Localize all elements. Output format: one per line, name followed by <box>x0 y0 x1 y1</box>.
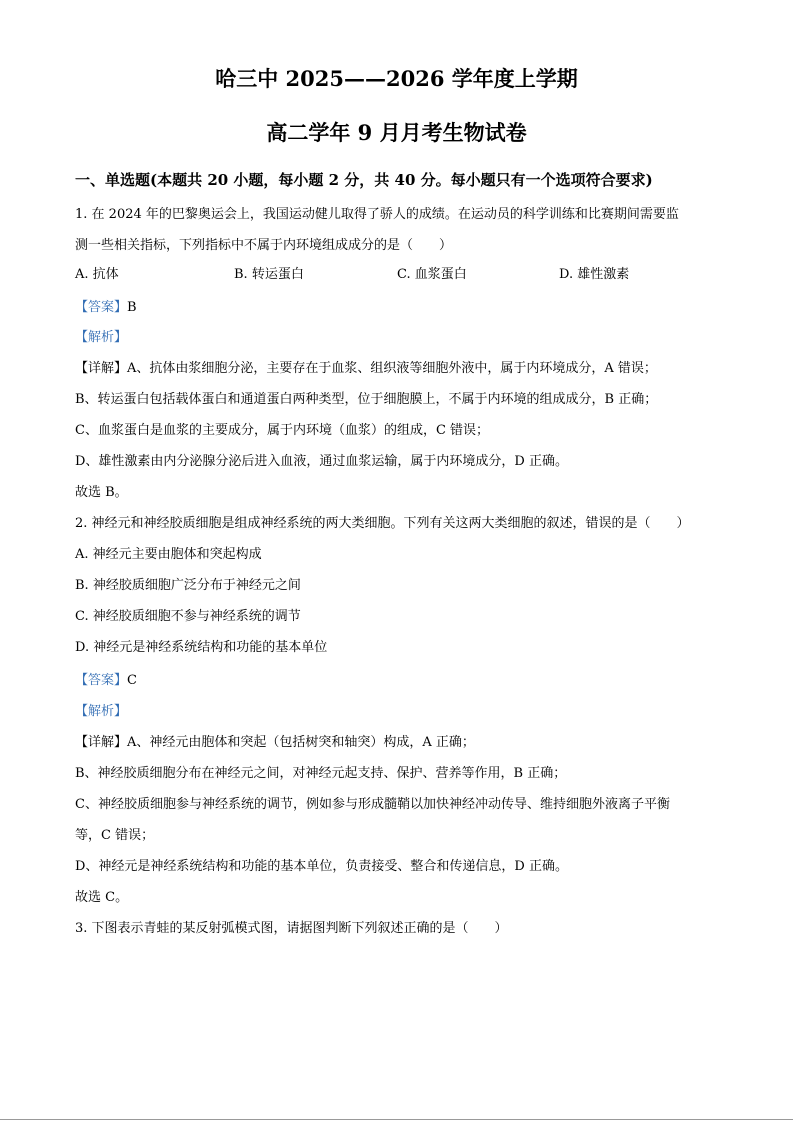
answer-value: C <box>127 673 137 688</box>
detail-tag: 【详解】 <box>75 361 128 376</box>
q1-option-c: C. 血浆蛋白 <box>397 267 467 282</box>
q2-detail-c-line2: 等，C 错误； <box>75 828 155 843</box>
exam-title-line1: 哈三中 2025——2026 学年度上学期 <box>215 66 578 91</box>
q2-conclusion: 故选 C。 <box>75 890 129 905</box>
q1-answer <box>75 296 137 315</box>
q2-option-a: A. 神经元主要由胞体和突起构成 <box>75 547 262 562</box>
detail-text: A、抗体由浆细胞分泌，主要存在于血浆、组织液等细胞外液中，属于内环境成分，A 错误； <box>127 361 657 376</box>
q1-detail-b: B、转运蛋白包括载体蛋白和通道蛋白两种类型，位于细胞膜上，不属于内环境的组成成分，B 正确； <box>75 392 658 407</box>
exam-title-line2: 高二学年 9 月月考生物试卷 <box>266 120 527 145</box>
q2-detail-c-line1: C、神经胶质细胞参与神经系统的调节，例如参与形成髓鞘以加快神经冲动传导、维持细胞外液离子平衡 <box>75 797 670 812</box>
q1-detail-d: D、雄性激素由内分泌腺分泌后进入血液，通过血浆运输，属于内环境成分，D 正确。 <box>75 454 568 469</box>
answer-tag: 【答案】 <box>75 300 128 315</box>
q1-option-b: B. 转运蛋白 <box>234 267 304 282</box>
q2-analysis-tag: 【解析】 <box>75 704 128 719</box>
q2-detail-b: B、神经胶质细胞分布在神经元之间，对神经元起支持、保护、营养等作用，B 正确； <box>75 766 567 781</box>
section-heading: 一、单选题(本题共 20 小题，每小题 2 分，共 40 分。每小题只有一个选项符合要求) <box>75 171 653 189</box>
detail-tag: 【详解】 <box>75 735 128 750</box>
q2-answer <box>75 669 137 688</box>
q1-analysis-tag: 【解析】 <box>75 330 128 345</box>
page-bottom-rule <box>0 1119 793 1120</box>
detail-text: A、神经元由胞体和突起（包括树突和轴突）构成，A 正确； <box>127 735 475 750</box>
q1-option-a: A. 抗体 <box>75 267 119 282</box>
q2-stem: 2. 神经元和神经胶质细胞是组成神经系统的两大类细胞。下列有关这两大类细胞的叙述，错误的是（ ） <box>75 516 690 531</box>
q2-detail-a <box>75 731 475 750</box>
answer-tag: 【答案】 <box>75 673 128 688</box>
q1-detail-a <box>75 357 657 376</box>
answer-value: B <box>127 300 137 315</box>
q1-stem-line2: 测一些相关指标，下列指标中不属于内环境组成成分的是（ ） <box>75 238 453 253</box>
q1-detail-c: C、血浆蛋白是血浆的主要成分，属于内环境（血浆）的组成，C 错误； <box>75 423 490 438</box>
q2-option-b: B. 神经胶质细胞广泛分布于神经元之间 <box>75 578 301 593</box>
q1-option-d: D. 雄性激素 <box>559 267 630 282</box>
q2-option-d: D. 神经元是神经系统结构和功能的基本单位 <box>75 640 328 655</box>
q3-stem: 3. 下图表示青蛙的某反射弧模式图，请据图判断下列叙述正确的是（ ） <box>75 921 508 936</box>
q2-option-c: C. 神经胶质细胞不参与神经系统的调节 <box>75 609 301 624</box>
q1-conclusion: 故选 B。 <box>75 485 128 500</box>
q2-detail-d: D、神经元是神经系统结构和功能的基本单位，负责接受、整合和传递信息，D 正确。 <box>75 859 568 874</box>
q1-stem-line1: 1. 在 2024 年的巴黎奥运会上，我国运动健儿取得了骄人的成绩。在运动员的科学训练和比赛期间需要监 <box>75 207 679 222</box>
